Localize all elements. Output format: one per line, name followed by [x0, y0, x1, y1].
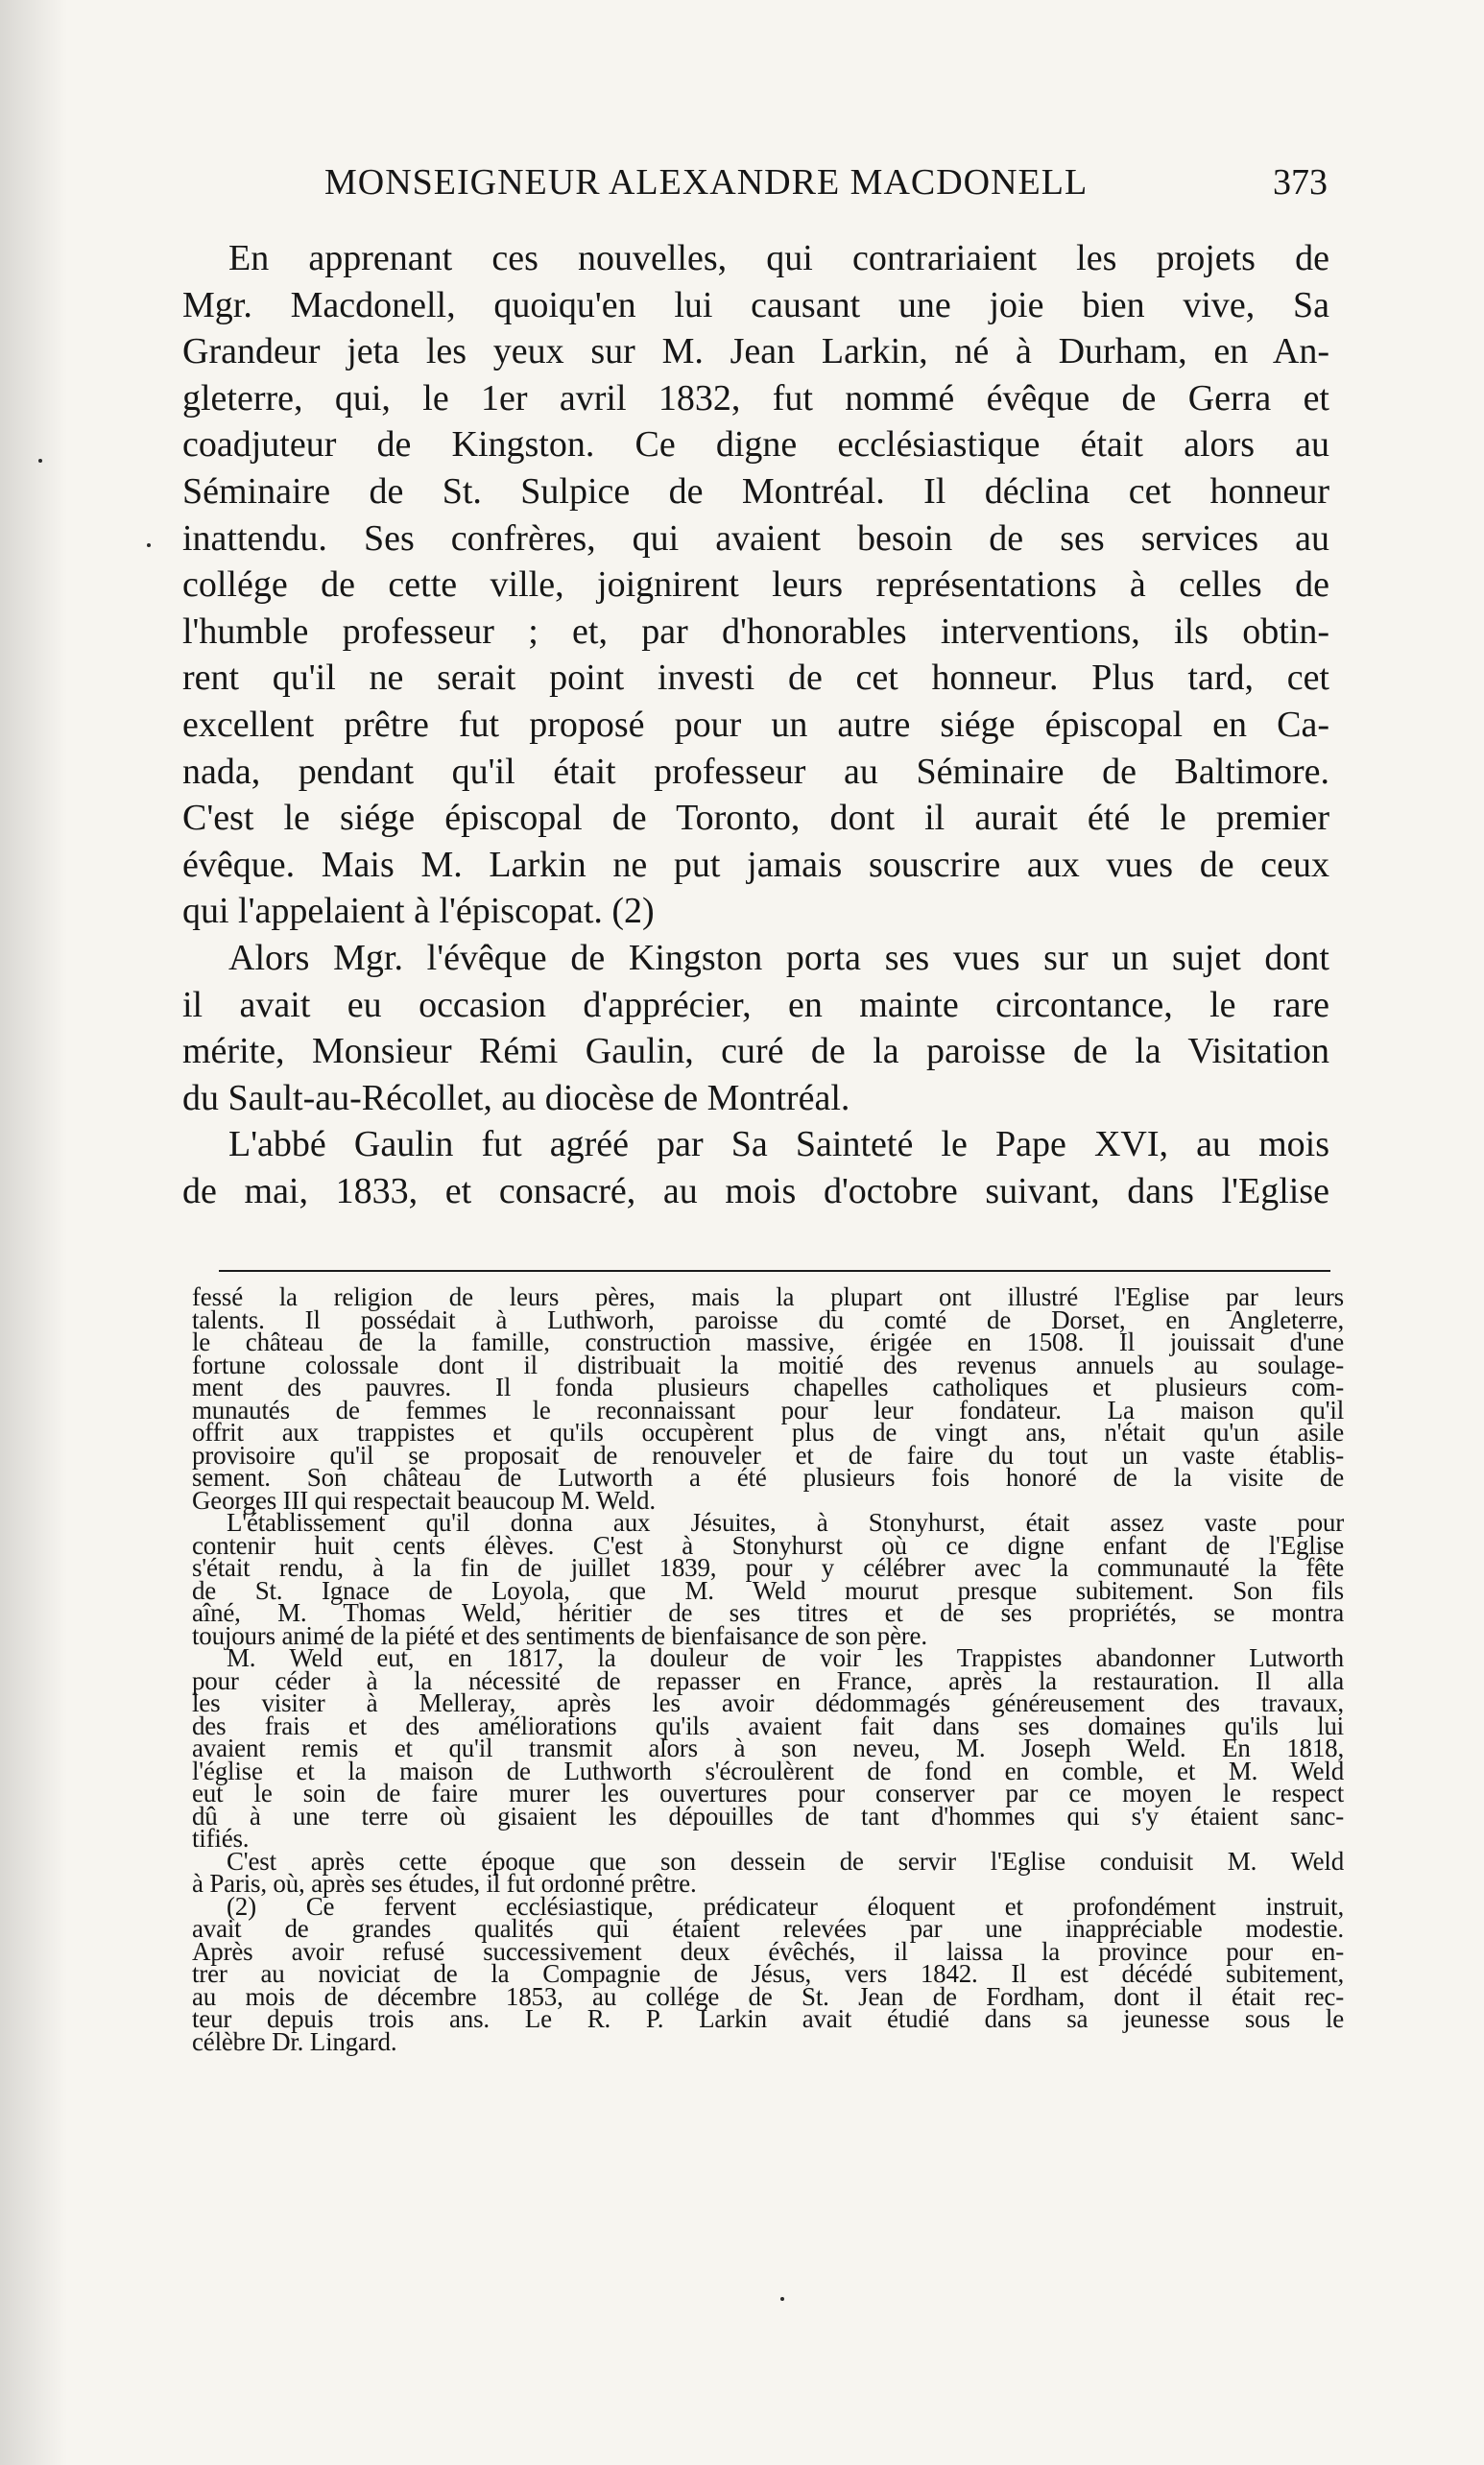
footnote-line: fortune colossale dont il distribuait la moitié des revenus annuels au soulage-: [192, 1350, 1344, 1379]
footnote-line: fessé la religion de leurs pères, mais la plupart ont illustré l'Eglise par leurs: [192, 1282, 1344, 1311]
print-speck: [780, 2297, 784, 2301]
body-line: évêque. Mais M. Larkin ne put jamais souscrire aux vues de ceux: [182, 844, 1329, 885]
footnote-line: teur depuis trois ans. Le R. P. Larkin avait étudié dans sa jeunesse sous le: [192, 2004, 1344, 2033]
body-line: Grandeur jeta les yeux sur M. Jean Larkin, né à Durham, en An-: [182, 331, 1329, 372]
footnotes: [192, 1282, 1344, 2056]
footnote-divider: [219, 1270, 1330, 1272]
footnote-line: C'est après cette époque que son dessein de servir l'Eglise conduisit M. Weld: [227, 1846, 1344, 1876]
body-line: collége de cette ville, joignirent leurs représentations à celles de: [182, 564, 1329, 606]
footnote-line: contenir huit cents élèves. C'est à Stonyhurst où ce digne enfant de l'Eglise: [192, 1530, 1344, 1560]
footnote-line: célèbre Dr. Lingard.: [192, 2026, 397, 2056]
body-line: coadjuteur de Kingston. Ce digne ecclésiastique était alors au: [182, 424, 1329, 466]
footnote-line: munautés de femmes le reconnaissant pour leur fondateur. La maison qu'il: [192, 1395, 1344, 1424]
footnote-line: des frais et des améliorations qu'ils avaient fait dans ses domaines qu'ils lui: [192, 1711, 1344, 1740]
footnote-line: Après avoir refusé successivement deux évêchés, il laissa la province pour en-: [192, 1936, 1344, 1966]
footnote-line: offrit aux trappistes et qu'ils occupèrent plus de vingt ans, n'était qu'un asile: [192, 1418, 1344, 1447]
body-line: Séminaire de St. Sulpice de Montréal. Il déclina cet honneur: [182, 470, 1329, 512]
body-line: C'est le siége épiscopal de Toronto, dont il aurait été le premier: [182, 798, 1329, 839]
footnote-line: Georges III qui respectait beaucoup M. Weld.: [192, 1485, 656, 1515]
footnote-line: au mois de décembre 1853, au collége de St. Jean de Fordham, dont il était rec-: [192, 1981, 1344, 2011]
body-line: excellent prêtre fut proposé pour un autre siége épiscopal en Ca-: [182, 704, 1329, 745]
body-line: gleterre, qui, le 1er avril 1832, fut nommé évêque de Gerra et: [182, 377, 1329, 419]
body-line: qui l'appelaient à l'épiscopat. (2): [182, 891, 655, 932]
body-line: rent qu'il ne serait point investi de cet honneur. Plus tard, cet: [182, 658, 1329, 699]
body-text: [182, 235, 1329, 1214]
footnote-line: de St. Ignace de Loyola, que M. Weld mourut presque subitement. Son fils: [192, 1575, 1344, 1605]
body-line: mérite, Monsieur Rémi Gaulin, curé de la paroisse de la Visitation: [182, 1031, 1329, 1072]
footnote-line: ment des pauvres. Il fonda plusieurs chapelles catholiques et plusieurs com-: [192, 1373, 1344, 1401]
body-line: Alors Mgr. l'évêque de Kingston porta ses vues sur un sujet dont: [228, 937, 1329, 978]
footnote-line: avait de grandes qualités qui étaient relevées par une inappréciable modestie.: [192, 1914, 1344, 1943]
body-line: de mai, 1833, et consacré, au mois d'octobre suivant, dans l'Eglise: [182, 1170, 1329, 1211]
body-line: il avait eu occasion d'apprécier, en mainte circontance, le rare: [182, 984, 1329, 1025]
body-line: l'humble professeur ; et, par d'honorables interventions, ils obtin-: [182, 610, 1329, 652]
footnote-line: trer au noviciat de la Compagnie de Jésus, vers 1842. Il est décédé subitement,: [192, 1959, 1344, 1988]
footnote-line: l'église et la maison de Luthworth s'écroulèrent de fond en comble, et M. Weld: [192, 1756, 1344, 1785]
print-speck: [147, 543, 151, 547]
footnote-line: M. Weld eut, en 1817, la douleur de voir les Trappistes abandonner Lutworth: [227, 1643, 1344, 1672]
footnote-line: eut le soin de faire murer les ouvertures pour conserver par ce moyen le respect: [192, 1779, 1344, 1807]
print-speck: [38, 459, 42, 463]
footnote-line: provisoire qu'il se proposait de renouveler et de faire du tout un vaste établis-: [192, 1440, 1344, 1470]
running-header: [324, 161, 1328, 209]
footnote-line: tifiés.: [192, 1824, 250, 1853]
footnote-line: le château de la famille, construction massive, érigée en 1508. Il jouissait d'une: [192, 1328, 1344, 1356]
body-line: Mgr. Macdonell, quoiqu'en lui causant une joie bien vive, Sa: [182, 284, 1329, 325]
footnote-line: L'établissement qu'il donna aux Jésuites, à Stonyhurst, était assez vaste pour: [227, 1508, 1344, 1537]
footnote-line: avaient remis et qu'il transmit alors à son neveu, M. Joseph Weld. En 1818,: [192, 1734, 1344, 1762]
footnote-line: les visiter à Melleray, après les avoir dédommagés généreusement des travaux,: [192, 1688, 1344, 1717]
body-line: inattendu. Ses confrères, qui avaient besoin de ses services au: [182, 517, 1329, 559]
footnote-line: talents. Il possédait à Luthworh, paroisse du comté de Dorset, en Angleterre,: [192, 1304, 1344, 1334]
footnote-line: (2) Ce fervent ecclésiastique, prédicateur éloquent et profondément instruit,: [227, 1891, 1344, 1921]
footnote-line: s'était rendu, à la fin de juillet 1839, pour y célébrer avec la communauté la fête: [192, 1553, 1344, 1582]
body-line: En apprenant ces nouvelles, qui contrariaient les projets de: [228, 238, 1329, 278]
footnote-line: dû à une terre où gisaient les dépouilles de tant d'hommes qui s'y étaient sanc-: [192, 1801, 1344, 1831]
running-title: MONSEIGNEUR ALEXANDRE MACDONELL: [324, 162, 1089, 203]
footnote-line: sement. Son château de Lutworth a été plusieurs fois honoré de la visite de: [192, 1463, 1344, 1492]
page-number: 373: [1273, 162, 1328, 203]
footnote-line: à Paris, où, après ses études, il fut ordonné prêtre.: [192, 1869, 697, 1898]
footnote-line: toujours animé de la piété et des sentiments de bienfaisance de son père.: [192, 1620, 927, 1650]
body-line: nada, pendant qu'il était professeur au Séminaire de Baltimore.: [182, 751, 1329, 792]
page-edge-shadow: [0, 0, 67, 2465]
footnote-line: pour céder à la nécessité de repasser en France, après la restauration. Il alla: [192, 1665, 1344, 1695]
body-line: L'abbé Gaulin fut agréé par Sa Sainteté le Pape XVI, au mois: [228, 1124, 1329, 1165]
footnote-line: aîné, M. Thomas Weld, héritier de ses titres et de ses propriétés, se montra: [192, 1598, 1344, 1627]
body-line: du Sault-au-Récollet, au diocèse de Montréal.: [182, 1077, 850, 1118]
